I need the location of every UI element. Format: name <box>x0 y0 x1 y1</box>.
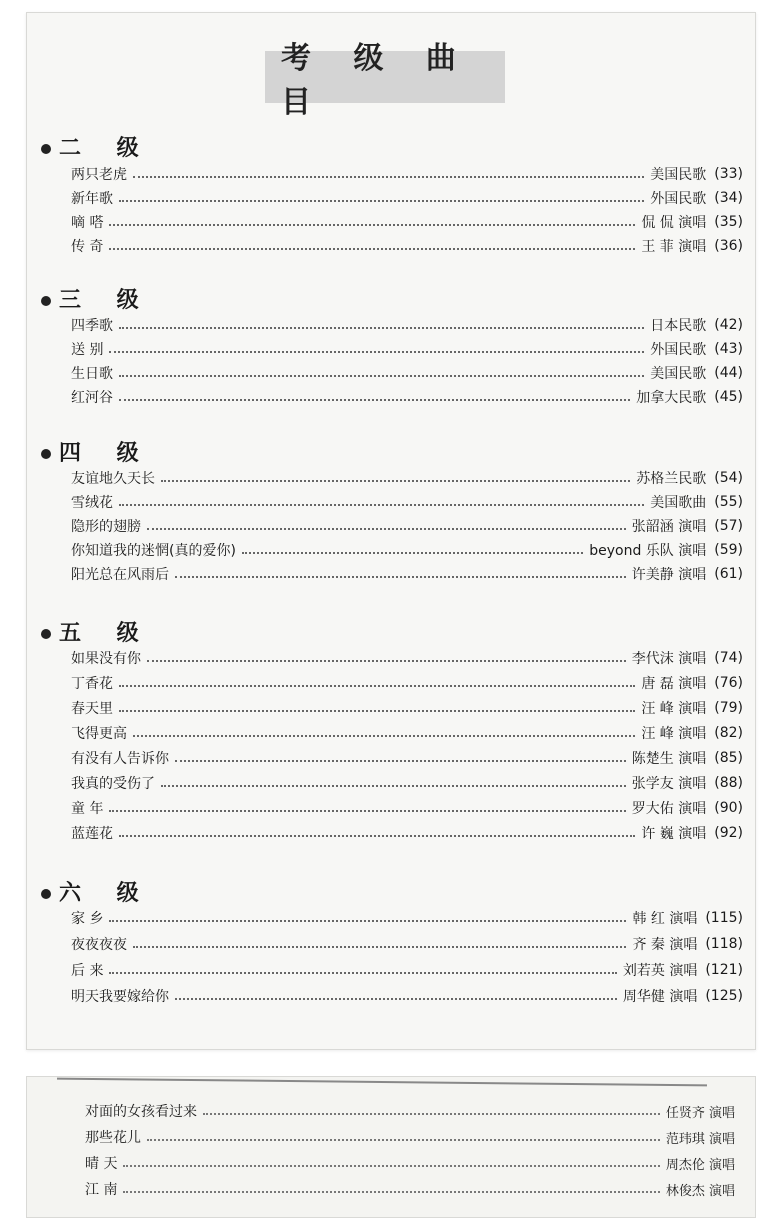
list-item <box>85 1151 735 1175</box>
page-number: (121) <box>705 962 743 978</box>
song-title: 嘀 嗒 <box>71 215 104 231</box>
list-item <box>71 958 743 982</box>
page-edge <box>57 1078 707 1087</box>
song-title: 明天我要嫁给你 <box>71 989 169 1005</box>
page-number: (44) <box>714 365 743 381</box>
list-item <box>85 1177 735 1201</box>
leader-dots <box>175 576 626 578</box>
page-number: (115) <box>705 910 743 926</box>
contents-page-continued <box>26 1076 756 1218</box>
leader-dots <box>109 920 626 922</box>
page-number: (85) <box>714 750 743 766</box>
page-number: (36) <box>714 238 743 254</box>
song-title: 夜夜夜夜 <box>71 937 127 953</box>
list-item <box>71 162 743 186</box>
list-item <box>71 646 743 670</box>
list-item <box>71 671 743 695</box>
song-credit: 汪 峰 演唱 <box>641 701 707 717</box>
leader-dots <box>109 810 625 812</box>
list-item <box>71 562 743 586</box>
list-item <box>71 538 743 562</box>
list-item <box>71 721 743 745</box>
song-credit: 任贤齐 演唱 <box>665 1105 735 1121</box>
level-heading <box>41 436 153 466</box>
song-title: 如果没有你 <box>71 651 141 667</box>
leader-dots <box>109 972 616 974</box>
song-credit: 刘若英 演唱 <box>622 963 698 979</box>
song-credit: 张韶涵 演唱 <box>631 519 707 535</box>
title-box <box>265 41 505 120</box>
list-item <box>71 385 743 409</box>
song-credit: beyond 乐队 演唱 <box>589 543 707 559</box>
song-title: 家 乡 <box>71 911 104 927</box>
page-number: (35) <box>714 214 743 230</box>
bullet-icon <box>41 144 51 154</box>
leader-dots <box>119 200 644 202</box>
song-title: 蓝莲花 <box>71 826 113 842</box>
list-item <box>71 932 743 956</box>
page-number: (90) <box>714 800 743 816</box>
leader-dots <box>119 327 644 329</box>
song-credit: 周杰伦 演唱 <box>665 1157 735 1173</box>
leader-dots <box>203 1113 660 1115</box>
list-item <box>71 796 743 820</box>
bullet-icon <box>41 296 51 306</box>
leader-dots <box>119 375 644 377</box>
leader-dots <box>119 710 635 712</box>
song-credit: 王 菲 演唱 <box>641 239 707 255</box>
song-credit: 范玮琪 演唱 <box>665 1131 735 1147</box>
song-title: 我真的受伤了 <box>71 776 155 792</box>
song-credit: 许美静 演唱 <box>631 567 707 583</box>
song-credit: 美国民歌 <box>650 167 707 183</box>
song-title: 两只老虎 <box>71 167 127 183</box>
page-number: (42) <box>714 317 743 333</box>
song-credit: 周华健 演唱 <box>622 989 698 1005</box>
page-number: (61) <box>714 566 743 582</box>
leader-dots <box>133 735 635 737</box>
song-credit: 唐 磊 演唱 <box>641 676 707 692</box>
page-number: (125) <box>705 988 743 1004</box>
leader-dots <box>147 660 626 662</box>
song-credit: 陈楚生 演唱 <box>631 751 707 767</box>
list-item <box>71 514 743 538</box>
song-title: 飞得更高 <box>71 726 127 742</box>
song-credit: 外国民歌 <box>650 342 707 358</box>
page-number: (76) <box>714 675 743 691</box>
song-credit: 罗大佑 演唱 <box>631 801 707 817</box>
song-title: 对面的女孩看过来 <box>85 1104 197 1120</box>
leader-dots <box>119 399 630 401</box>
bullet-icon <box>41 889 51 899</box>
page-title: 考 级 曲 目 <box>281 41 472 120</box>
song-title: 后 来 <box>71 963 104 979</box>
leader-dots <box>119 685 635 687</box>
song-credit: 汪 峰 演唱 <box>641 726 707 742</box>
page-number: (43) <box>714 341 743 357</box>
song-credit: 外国民歌 <box>650 191 707 207</box>
song-title: 隐形的翅膀 <box>71 519 141 535</box>
song-credit: 美国民歌 <box>650 366 707 382</box>
song-title: 友谊地久天长 <box>71 471 155 487</box>
list-item <box>85 1099 735 1123</box>
list-item <box>71 210 743 234</box>
song-title: 阳光总在风雨后 <box>71 567 169 583</box>
list-item <box>71 466 743 490</box>
page-number: (45) <box>714 389 743 405</box>
song-credit: 侃 侃 演唱 <box>641 215 707 231</box>
song-credit: 日本民歌 <box>650 318 707 334</box>
page-number: (79) <box>714 700 743 716</box>
leader-dots <box>242 552 583 554</box>
page-number: (54) <box>714 470 743 486</box>
level-title: 三 级 <box>59 286 153 313</box>
song-title: 送 别 <box>71 342 104 358</box>
page-number: (57) <box>714 518 743 534</box>
leader-dots <box>123 1165 659 1167</box>
list-item <box>71 906 743 930</box>
leader-dots <box>119 504 644 506</box>
leader-dots <box>109 351 644 353</box>
contents-page <box>26 12 756 1050</box>
song-credit: 加拿大民歌 <box>636 390 707 406</box>
page-number: (88) <box>714 775 743 791</box>
list-item <box>71 186 743 210</box>
song-title: 新年歌 <box>71 191 113 207</box>
page-number: (92) <box>714 825 743 841</box>
leader-dots <box>109 224 635 226</box>
list-item <box>71 361 743 385</box>
leader-dots <box>161 785 626 787</box>
song-credit: 苏格兰民歌 <box>636 471 707 487</box>
leader-dots <box>123 1191 659 1193</box>
bullet-icon <box>41 449 51 459</box>
level-title: 四 级 <box>59 439 153 466</box>
list-item <box>71 313 743 337</box>
leader-dots <box>133 176 644 178</box>
song-title: 你知道我的迷惘(真的爱你) <box>71 543 236 559</box>
list-item <box>71 984 743 1008</box>
list-item <box>71 746 743 770</box>
song-credit: 林俊杰 演唱 <box>665 1183 735 1199</box>
song-title: 丁香花 <box>71 676 113 692</box>
song-credit: 美国歌曲 <box>650 495 707 511</box>
level-title: 二 级 <box>59 134 153 161</box>
song-credit: 李代沫 演唱 <box>631 651 707 667</box>
list-item <box>71 696 743 720</box>
level-heading <box>41 283 153 313</box>
leader-dots <box>147 1139 660 1141</box>
song-title: 有没有人告诉你 <box>71 751 169 767</box>
page-number: (118) <box>705 936 743 952</box>
page-number: (59) <box>714 542 743 558</box>
song-credit: 许 巍 演唱 <box>641 826 707 842</box>
song-credit: 张学友 演唱 <box>631 776 707 792</box>
song-title: 江 南 <box>85 1182 118 1198</box>
bullet-icon <box>41 629 51 639</box>
song-title: 雪绒花 <box>71 495 113 511</box>
list-item <box>85 1125 735 1149</box>
song-credit: 韩 红 演唱 <box>632 911 698 927</box>
level-heading <box>41 131 153 161</box>
list-item <box>71 490 743 514</box>
level-title: 六 级 <box>59 879 153 906</box>
list-item <box>71 337 743 361</box>
song-title: 生日歌 <box>71 366 113 382</box>
level-heading <box>41 876 153 906</box>
leader-dots <box>133 946 626 948</box>
song-title: 晴 天 <box>85 1156 118 1172</box>
list-item <box>71 771 743 795</box>
song-title: 那些花儿 <box>85 1130 141 1146</box>
leader-dots <box>175 760 626 762</box>
leader-dots <box>119 835 635 837</box>
list-item <box>71 821 743 845</box>
page-number: (55) <box>714 494 743 510</box>
song-title: 四季歌 <box>71 318 113 334</box>
page-number: (33) <box>714 166 743 182</box>
page-number: (74) <box>714 650 743 666</box>
song-title: 春天里 <box>71 701 113 717</box>
song-credit: 齐 秦 演唱 <box>632 937 698 953</box>
leader-dots <box>109 248 635 250</box>
page-number: (34) <box>714 190 743 206</box>
level-heading <box>41 616 153 646</box>
leader-dots <box>175 998 617 1000</box>
leader-dots <box>161 480 630 482</box>
leader-dots <box>147 528 626 530</box>
song-title: 红河谷 <box>71 390 113 406</box>
song-title: 童 年 <box>71 801 104 817</box>
song-title: 传 奇 <box>71 239 104 255</box>
level-title: 五 级 <box>59 619 153 646</box>
list-item <box>71 234 743 258</box>
page-number: (82) <box>714 725 743 741</box>
